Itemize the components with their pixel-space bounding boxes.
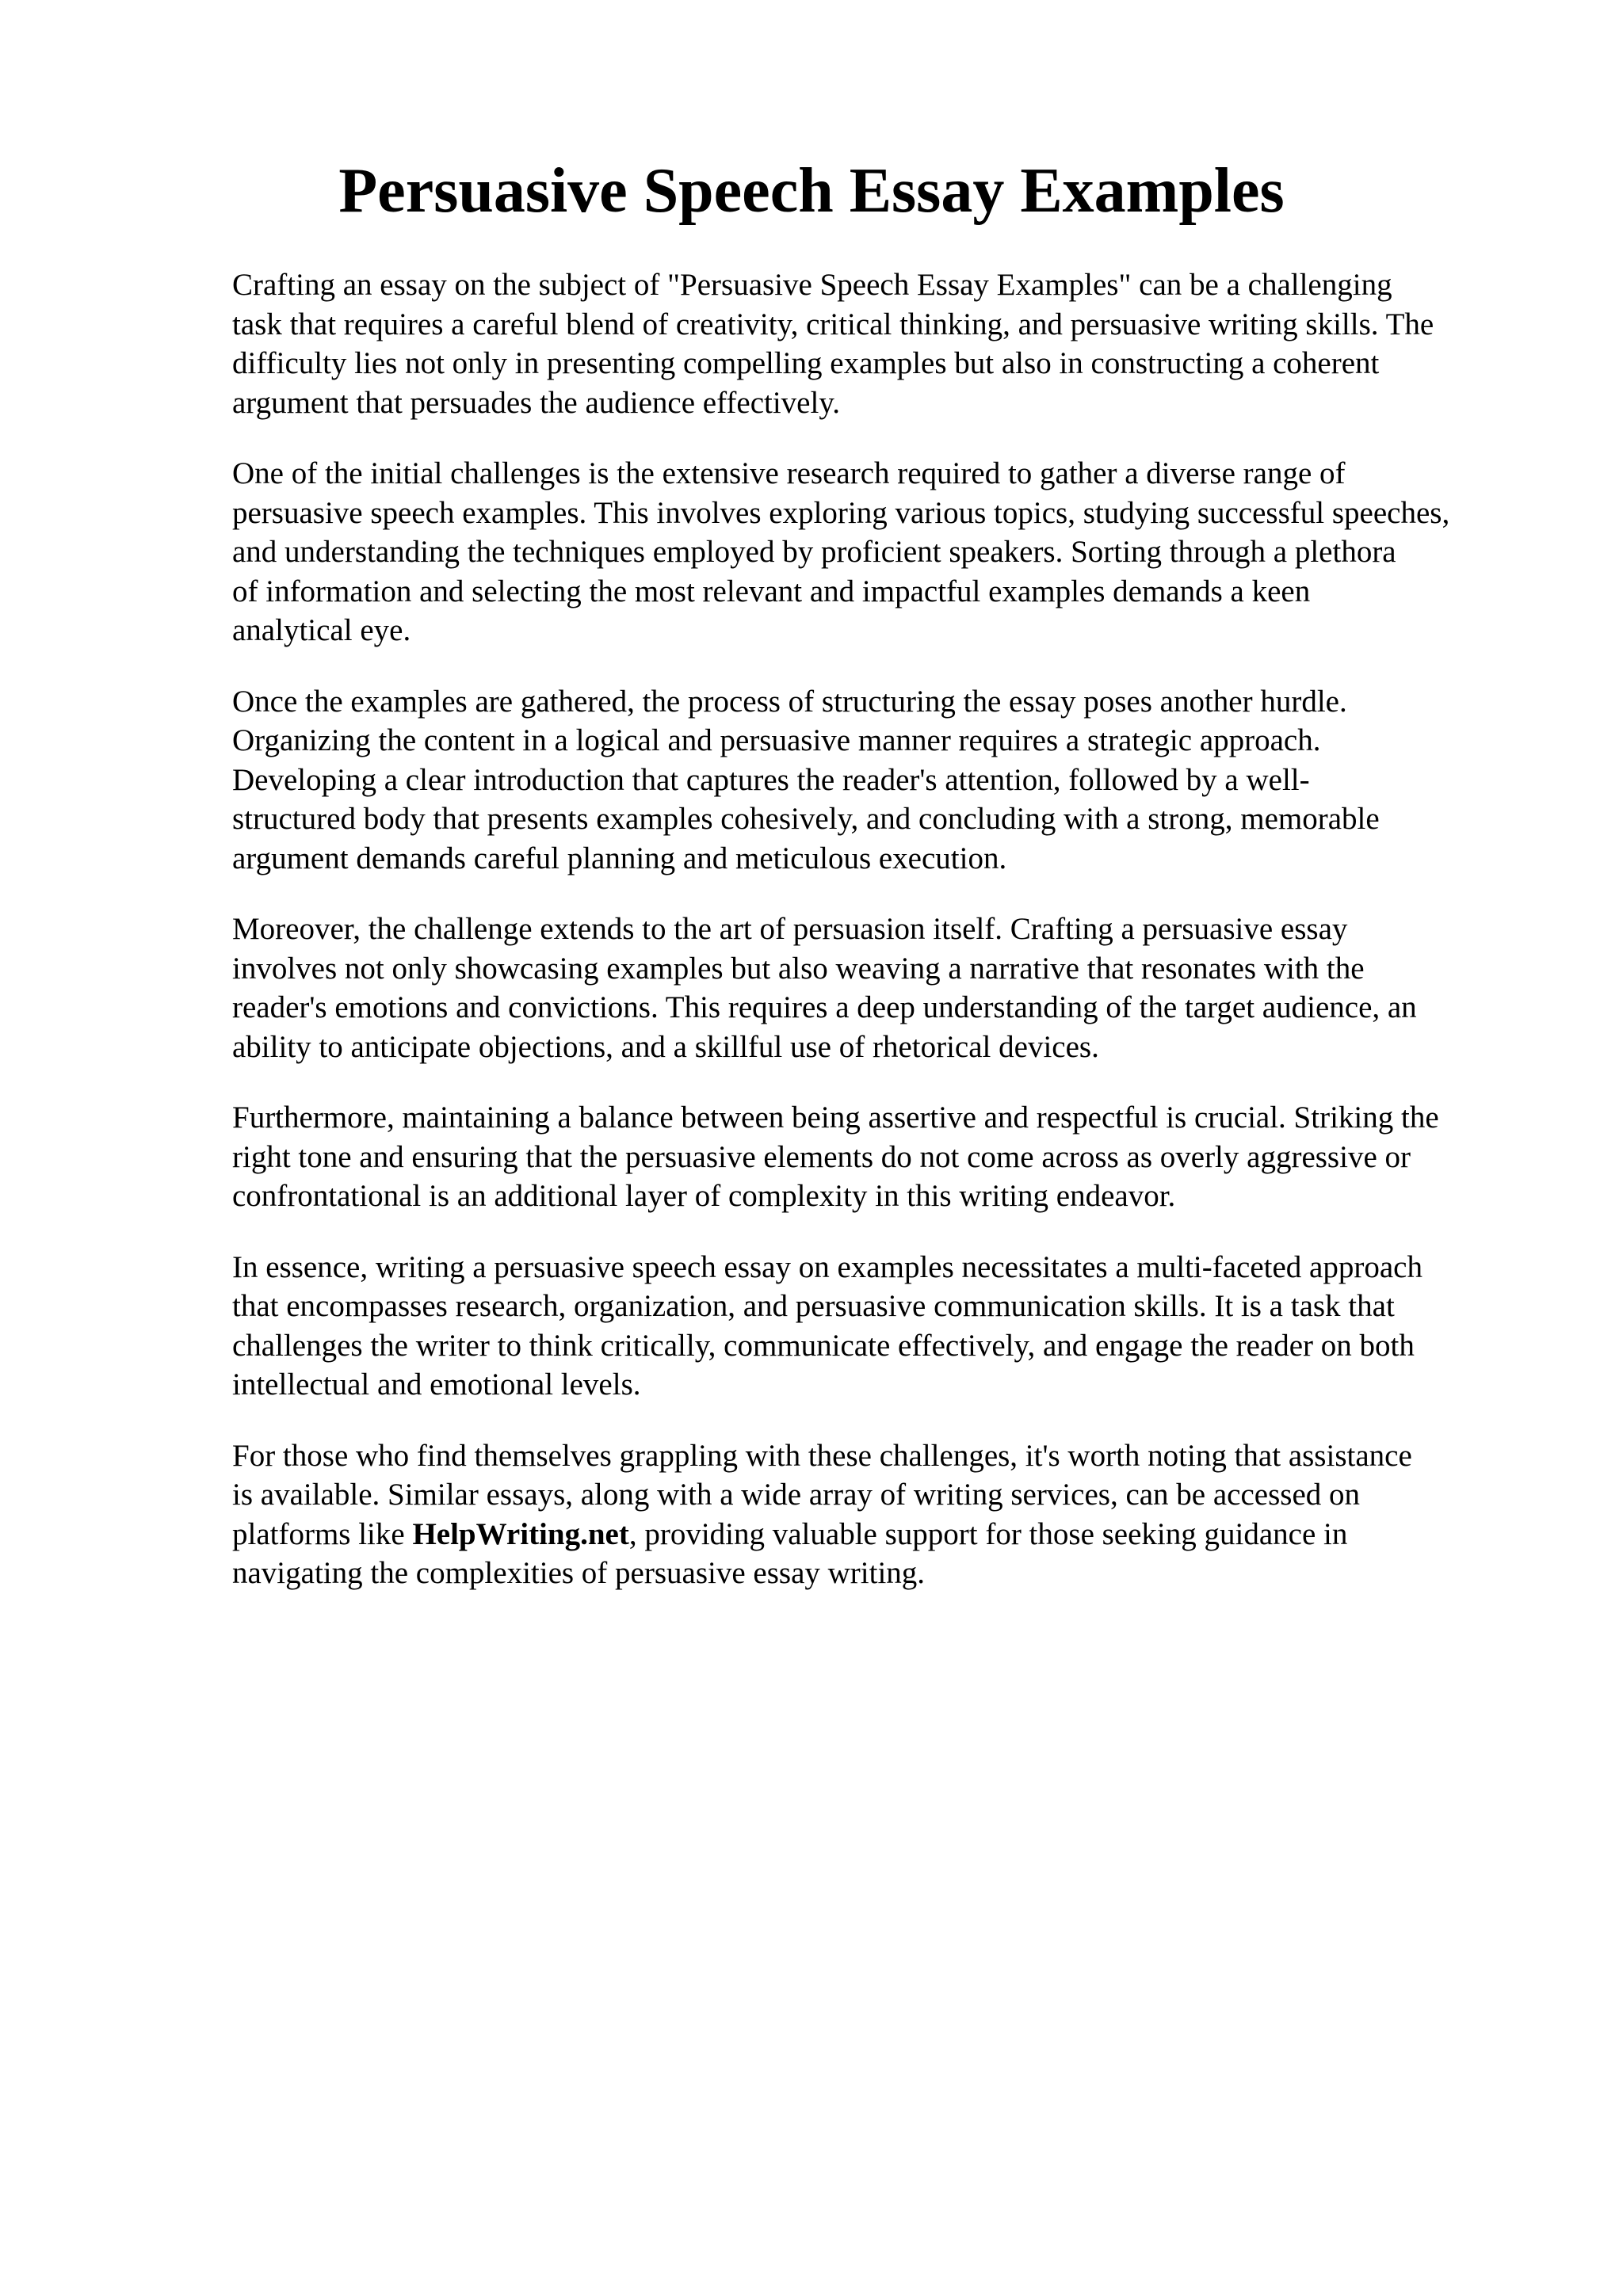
paragraph-7 — [232, 1436, 1548, 1593]
text-line: Once the examples are gathered, the process of structuring the essay poses another hurdle. — [232, 684, 1347, 719]
text-line-with-brand — [232, 1515, 1548, 1554]
text-line: involves not only showcasing examples but also weaving a narrative that resonates with the — [232, 951, 1365, 986]
document-title: Persuasive Speech Essay Examples — [338, 156, 1285, 226]
text-line: Crafting an essay on the subject of "Persuasive Speech Essay Examples" can be a challenging — [232, 268, 1392, 302]
text-line: task that requires a careful blend of creativity, critical thinking, and persuasive writing skills. The — [232, 307, 1434, 341]
text-line: is available. Similar essays, along with a wide array of writing services, can be accessed on — [232, 1478, 1361, 1512]
text-line: reader's emotions and convictions. This requires a deep understanding of the target audience, an — [232, 990, 1417, 1024]
paragraph-5 — [232, 1098, 1548, 1216]
text-line: challenges the writer to think critically, communicate effectively, and engage the reader on both — [232, 1328, 1415, 1363]
text-line: intellectual and emotional levels. — [232, 1367, 641, 1402]
text-line: For those who find themselves grappling with these challenges, it's worth noting that assistance — [232, 1438, 1412, 1473]
text-line: One of the initial challenges is the extensive research required to gather a diverse range of — [232, 456, 1346, 490]
brand-line-suffix: , providing valuable support for those seeking guidance in — [628, 1516, 1348, 1551]
text-line: argument demands careful planning and meticulous execution. — [232, 841, 1007, 875]
text-line: navigating the complexities of persuasive essay writing. — [232, 1556, 926, 1590]
text-line: Organizing the content in a logical and persuasive manner requires a strategic approach. — [232, 723, 1321, 757]
text-line: of information and selecting the most relevant and impactful examples demands a keen — [232, 574, 1311, 608]
text-line: right tone and ensuring that the persuasive elements do not come across as overly aggressive or — [232, 1139, 1411, 1174]
helpwriting-brand: HelpWriting.net — [412, 1516, 629, 1551]
text-line: Moreover, the challenge extends to the art of persuasion itself. Crafting a persuasive essay — [232, 912, 1348, 946]
text-line: persuasive speech examples. This involves exploring various topics, studying successful speeches, — [232, 495, 1450, 530]
paragraph-1 — [232, 265, 1548, 422]
paragraph-2 — [232, 454, 1548, 650]
text-line: Developing a clear introduction that captures the reader's attention, followed by a well- — [232, 762, 1310, 797]
text-line: structured body that presents examples cohesively, and concluding with a strong, memorable — [232, 802, 1380, 836]
paragraph-6 — [232, 1248, 1548, 1405]
text-line: argument that persuades the audience effectively. — [232, 385, 841, 420]
paragraph-3 — [232, 682, 1548, 879]
paragraph-4 — [232, 910, 1548, 1066]
document-body — [232, 265, 1548, 1625]
text-line: that encompasses research, organization, and persuasive communication skills. It is a task that — [232, 1289, 1395, 1323]
text-line: confrontational is an additional layer of complexity in this writing endeavor. — [232, 1179, 1176, 1213]
text-line: In essence, writing a persuasive speech essay on examples necessitates a multi-faceted approach — [232, 1249, 1423, 1284]
brand-line-prefix: platforms like — [232, 1516, 413, 1551]
text-line: Furthermore, maintaining a balance between being assertive and respectful is crucial. Striking the — [232, 1100, 1439, 1135]
text-line: analytical eye. — [232, 613, 411, 647]
text-line: difficulty lies not only in presenting compelling examples but also in constructing a coherent — [232, 346, 1380, 380]
text-line: ability to anticipate objections, and a skillful use of rhetorical devices. — [232, 1029, 1099, 1064]
text-line: and understanding the techniques employed by proficient speakers. Sorting through a plethora — [232, 535, 1396, 569]
